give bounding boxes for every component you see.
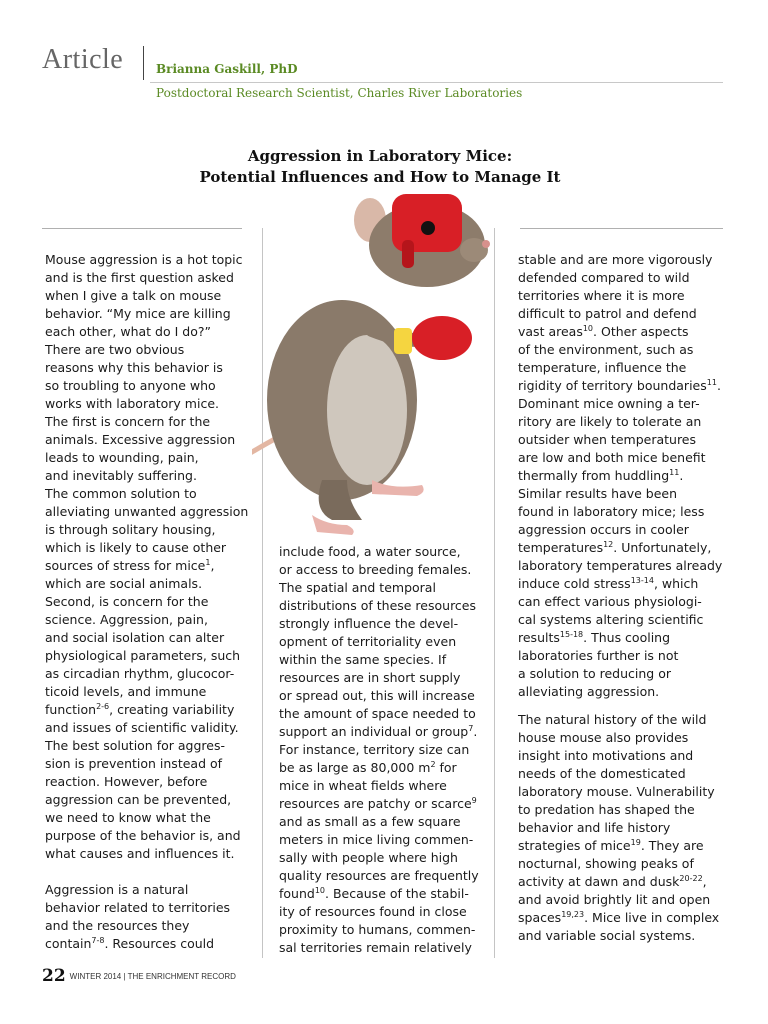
title-line-2: Potential Influences and How to Manage It: [199, 168, 561, 186]
footer-running-text: WINTER 2014 | THE ENRICHMENT RECORD: [69, 972, 236, 981]
text-line: the amount of space needed to: [279, 706, 476, 721]
text-line: and inevitably suffering.: [45, 468, 197, 483]
text-line: distributions of these resources: [279, 598, 477, 613]
text-line: be as large as 80,000 $m^2$ for: [279, 760, 457, 775]
text-line: to predation has shaped the: [518, 802, 695, 817]
text-line: ritory are likely to tolerate an: [518, 414, 702, 429]
text-line-continuation: . Thus cooling: [583, 630, 671, 645]
citation-superscript: 10: [582, 324, 594, 333]
text-line: a solution to reducing or: [518, 666, 672, 681]
header-rule: [150, 82, 723, 83]
body-paragraph: [45, 881, 260, 953]
citation-superscript: 7: [468, 724, 474, 733]
text-line: cal systems altering scientific: [518, 612, 704, 627]
body-paragraph: [279, 543, 491, 957]
text-line: temperatures$^{12}$. Unfortunately,: [518, 540, 712, 555]
mouse-eye: [421, 221, 435, 235]
text-line: and issues of scientific validity.: [45, 720, 239, 735]
mouse-nose: [482, 240, 490, 248]
text-line: as circadian rhythm, glucocor-: [45, 666, 235, 681]
text-line: sal territories remain relatively: [279, 940, 472, 955]
text-line: house mouse also provides: [518, 730, 689, 745]
text-line: and variable social systems.: [518, 928, 696, 943]
header-divider: [143, 46, 144, 80]
text-line-continuation: . They are: [640, 838, 704, 853]
text-line: resources are patchy or scarce$^9$: [279, 796, 477, 811]
text-line: outsider when temperatures: [518, 432, 697, 447]
text-line: include food, a water source,: [279, 544, 461, 559]
text-line: alleviating unwanted aggression: [45, 504, 249, 519]
text-line: animals. Excessive aggression: [45, 432, 236, 447]
page-number: 22: [42, 966, 66, 986]
text-line: Dominant mice owning a ter-: [518, 396, 700, 411]
citation-superscript: 12: [603, 540, 614, 549]
text-line: The best solution for aggres-: [45, 738, 225, 753]
text-line: induce cold stress$^{13-14}$, which: [518, 576, 699, 591]
column-top-rule-left: [42, 228, 242, 229]
text-line-continuation: , which: [653, 576, 699, 591]
text-line: resources are in short supply: [279, 670, 461, 685]
text-line: laboratories further is not: [518, 648, 679, 663]
text-line: sally with people where high: [279, 850, 458, 865]
text-line-continuation: . Other aspects: [593, 324, 689, 339]
text-line: Mouse aggression is a hot topic: [45, 252, 243, 267]
body-column-right: [518, 251, 733, 945]
citation-superscript: 11: [669, 468, 680, 477]
text-line: needs of the domesticated: [518, 766, 686, 781]
text-line: sion is prevention instead of: [45, 756, 223, 771]
text-line: difficult to patrol and defend: [518, 306, 697, 321]
text-line: behavior. “My mice are killing: [45, 306, 231, 321]
text-line: and social isolation can alter: [45, 630, 225, 645]
text-line: mice in wheat fields where: [279, 778, 447, 793]
text-line: aggression can be prevented,: [45, 792, 232, 807]
text-line-continuation: . Because of the stabil-: [325, 886, 469, 901]
text-line: or access to breeding females.: [279, 562, 472, 577]
text-line: meters in mice living commen-: [279, 832, 474, 847]
text-line: and the resources they: [45, 918, 190, 933]
paragraph-gap: [45, 863, 260, 881]
citation-superscript: 19,23: [561, 910, 585, 919]
text-line: Second, is concern for the: [45, 594, 209, 609]
text-line-continuation: .: [473, 724, 478, 739]
text-line: vast areas$^{10}$. Other aspects: [518, 324, 689, 339]
text-line: what causes and influences it.: [45, 846, 235, 861]
citation-superscript: 2-6: [96, 702, 110, 711]
text-line: territories where it is more: [518, 288, 685, 303]
citation-superscript: 7-8: [91, 936, 105, 945]
citation-superscript: 19: [630, 838, 641, 847]
text-line: strongly influence the devel-: [279, 616, 459, 631]
text-line: laboratory temperatures already: [518, 558, 723, 573]
text-line: and as small as a few square: [279, 814, 461, 829]
citation-superscript: 9: [471, 796, 477, 805]
author-affiliation: Postdoctoral Research Scientist, Charles River Laboratories: [156, 86, 523, 100]
text-line: support an individual or group$^7$.: [279, 724, 478, 739]
column-top-rule-right: [520, 228, 723, 229]
text-line: found$^{10}$. Because of the stabil-: [279, 886, 469, 901]
paragraph-gap: [518, 701, 733, 711]
text-line: when I give a talk on mouse: [45, 288, 222, 303]
text-line: and is the first question asked: [45, 270, 234, 285]
text-line-continuation: . Mice live in complex: [584, 910, 720, 925]
text-line-continuation: .: [679, 468, 684, 483]
text-line: laboratory mouse. Vulnerability: [518, 784, 715, 799]
text-line: behavior and life history: [518, 820, 671, 835]
text-line-continuation: .: [716, 378, 721, 393]
text-line: thermally from huddling$^{11}$.: [518, 468, 684, 483]
page-footer: [42, 966, 236, 986]
section-label: Article: [42, 44, 124, 75]
citation-superscript: 11: [706, 378, 717, 387]
text-line: purpose of the behavior is, and: [45, 828, 241, 843]
text-line: behavior related to territories: [45, 900, 231, 915]
text-line-continuation: ,: [702, 874, 707, 889]
citation-superscript: 1: [205, 558, 211, 567]
text-line: defended compared to wild: [518, 270, 690, 285]
text-line: are low and both mice benefit: [518, 450, 706, 465]
text-line-continuation: . Unfortunately,: [613, 540, 712, 555]
text-line: reasons why this behavior is: [45, 360, 223, 375]
text-line: reaction. However, before: [45, 774, 208, 789]
text-line: strategies of mice$^{19}$. They are: [518, 838, 704, 853]
citation-superscript: 15-18: [559, 630, 584, 639]
text-line: spaces$^{19,23}$. Mice live in complex: [518, 910, 720, 925]
text-line: function$^{2-6}$, creating variability: [45, 702, 235, 717]
text-line: within the same species. If: [279, 652, 447, 667]
text-line-continuation: ,: [210, 558, 215, 573]
text-line: sources of stress for mice$^1$,: [45, 558, 215, 573]
text-line: The natural history of the wild: [518, 712, 707, 727]
text-line: rigidity of territory boundaries$^{11}$.: [518, 378, 721, 393]
body-column-middle: [279, 543, 491, 957]
text-line: Similar results have been: [518, 486, 678, 501]
text-line: opment of territoriality even: [279, 634, 457, 649]
boxing-glove: [412, 316, 472, 360]
text-line: found in laboratory mice; less: [518, 504, 705, 519]
body-paragraph: [518, 251, 733, 701]
text-line: of the environment, such as: [518, 342, 694, 357]
citation-superscript: 13-14: [630, 576, 654, 585]
text-line: For instance, territory size can: [279, 742, 470, 757]
mouse-belly: [327, 335, 407, 485]
text-line: science. Aggression, pain,: [45, 612, 208, 627]
text-line: The common solution to: [45, 486, 197, 501]
text-line: insight into motivations and: [518, 748, 694, 763]
text-line: leads to wounding, pain,: [45, 450, 199, 465]
text-line: physiological parameters, such: [45, 648, 241, 663]
text-line: activity at dawn and dusk$^{20-22}$,: [518, 874, 707, 889]
helmet-strap: [402, 240, 414, 268]
text-line: can effect various physiologi-: [518, 594, 702, 609]
citation-superscript: 10: [314, 886, 326, 895]
text-line: works with laboratory mice.: [45, 396, 219, 411]
text-line: nocturnal, showing peaks of: [518, 856, 694, 871]
glove-cuff: [394, 328, 412, 354]
text-line: or spread out, this will increase: [279, 688, 475, 703]
text-line: quality resources are frequently: [279, 868, 479, 883]
text-line-continuation: . Resources could: [104, 936, 215, 951]
text-line: The first is concern for the: [45, 414, 211, 429]
text-line: and avoid brightly lit and open: [518, 892, 711, 907]
text-line: temperature, influence the: [518, 360, 687, 375]
text-line: aggression occurs in cooler: [518, 522, 689, 537]
body-paragraph: [45, 251, 260, 863]
text-line: we need to know what the: [45, 810, 211, 825]
text-line: so troubling to anyone who: [45, 378, 216, 393]
author-name: Brianna Gaskill, PhD: [156, 62, 298, 76]
text-line: proximity to humans, commen-: [279, 922, 476, 937]
mouse-boxer-illustration: [252, 180, 532, 540]
text-line: ity of resources found in close: [279, 904, 467, 919]
body-paragraph: [518, 711, 733, 945]
text-line: is through solitary housing,: [45, 522, 216, 537]
text-line: The spatial and temporal: [279, 580, 436, 595]
text-line: results$^{15-18}$. Thus cooling: [518, 630, 671, 645]
body-column-left: [45, 251, 260, 953]
citation-superscript: 20-22: [679, 874, 703, 883]
text-line: contain$^{7-8}$. Resources could: [45, 936, 215, 951]
text-line: each other, what do I do?”: [45, 324, 211, 339]
text-line: Aggression is a natural: [45, 882, 189, 897]
text-line: stable and are more vigorously: [518, 252, 713, 267]
text-line: which are social animals.: [45, 576, 203, 591]
title-line-1: Aggression in Laboratory Mice:: [247, 147, 513, 165]
text-line-continuation: for: [435, 760, 457, 775]
text-line: There are two obvious: [45, 342, 185, 357]
text-line-continuation: , creating variability: [109, 702, 235, 717]
text-line: ticoid levels, and immune: [45, 684, 207, 699]
text-line: which is likely to cause other: [45, 540, 227, 555]
citation-superscript: 2: [430, 760, 436, 769]
text-line: alleviating aggression.: [518, 684, 660, 699]
